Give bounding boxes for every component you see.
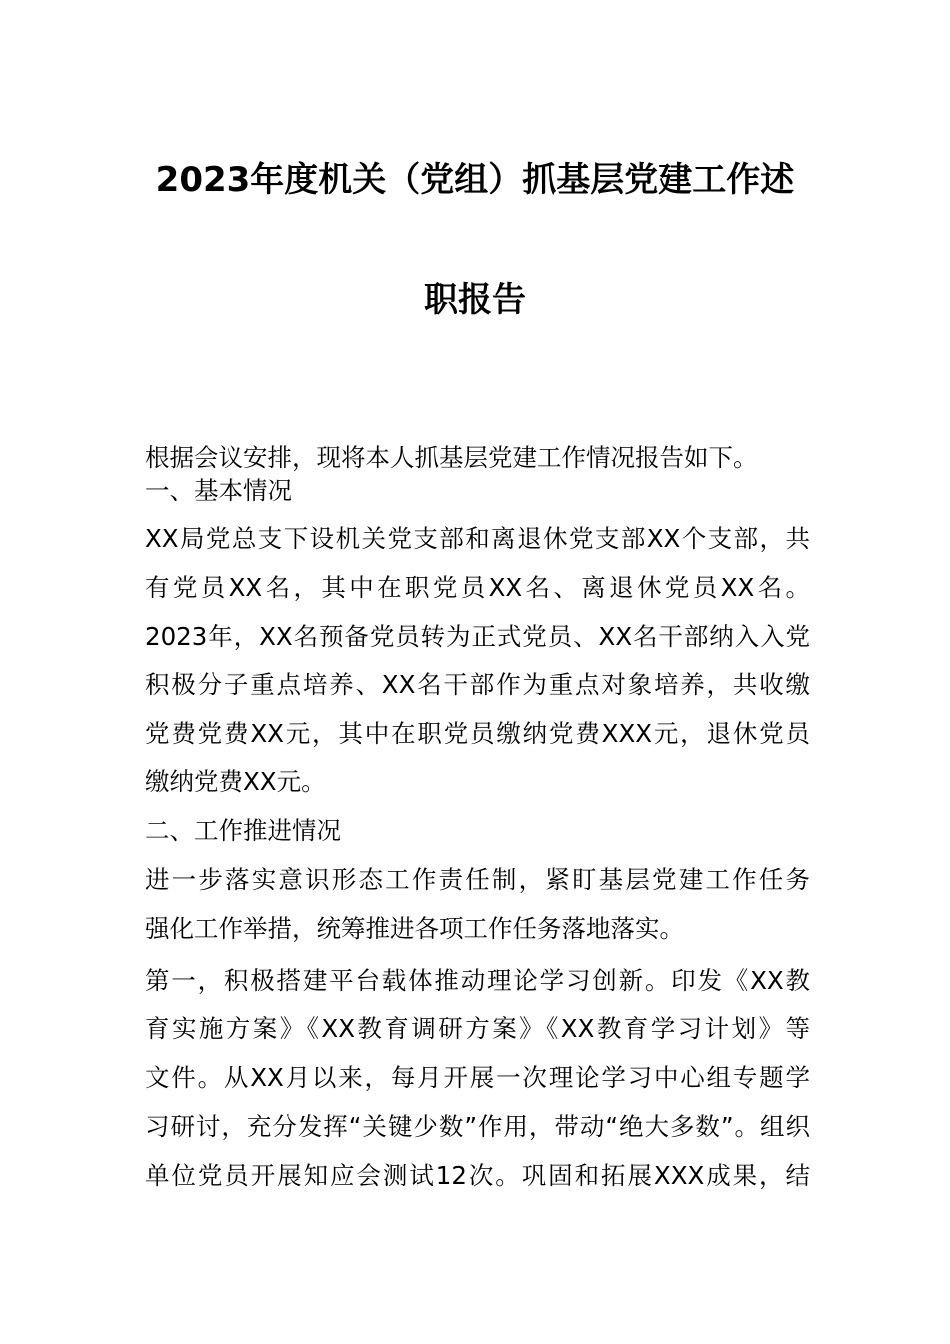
section-heading-work-progress: 二、工作推进情况 [145,816,341,845]
body-text-line: 第一，积极搭建平台载体推动理论学习创新。印发《XX教 [145,966,810,995]
body-text-line: 单位党员开展知应会测试12次。巩固和拓展XXX成果，结 [145,1161,810,1190]
body-text-line: 缴纳党费XX元。 [145,767,326,796]
body-text-line: 文件。从XX月以来，每月开展一次理论学习中心组专题学 [145,1063,810,1092]
body-text-line: 党费党费XX元，其中在职党员缴纳党费XXX元，退休党员 [145,719,810,748]
body-text-line: 强化工作举措，统筹推进各项工作任务落地落实。 [145,914,684,943]
body-text-line: 积极分子重点培养、XX名干部作为重点对象培养，共收缴 [145,670,810,699]
document-title-line-2: 职报告 [424,280,526,320]
body-text-line: 有党员XX名，其中在职党员XX名、离退休党员XX名。 [145,573,810,602]
section-heading-basic-situation: 一、基本情况 [145,476,292,505]
body-text-line: 习研讨，充分发挥“关键少数”作用，带动“绝大多数”。组织 [145,1112,810,1141]
body-text-line: 进一步落实意识形态工作责任制，紧盯基层党建工作任务 [145,865,810,894]
body-text-line: 根据会议安排，现将本人抓基层党建工作情况报告如下。 [145,443,758,472]
body-text-line: XX局党总支下设机关党支部和离退休党支部XX个支部，共 [145,524,810,553]
body-text-line: 2023年，XX名预备党员转为正式党员、XX名干部纳入入党 [145,622,810,651]
body-text-line: 育实施方案》《XX教育调研方案》《XX教育学习计划》等 [145,1014,810,1043]
document-title-line-1: 2023年度机关（党组）抓基层党建工作述 [155,160,795,200]
